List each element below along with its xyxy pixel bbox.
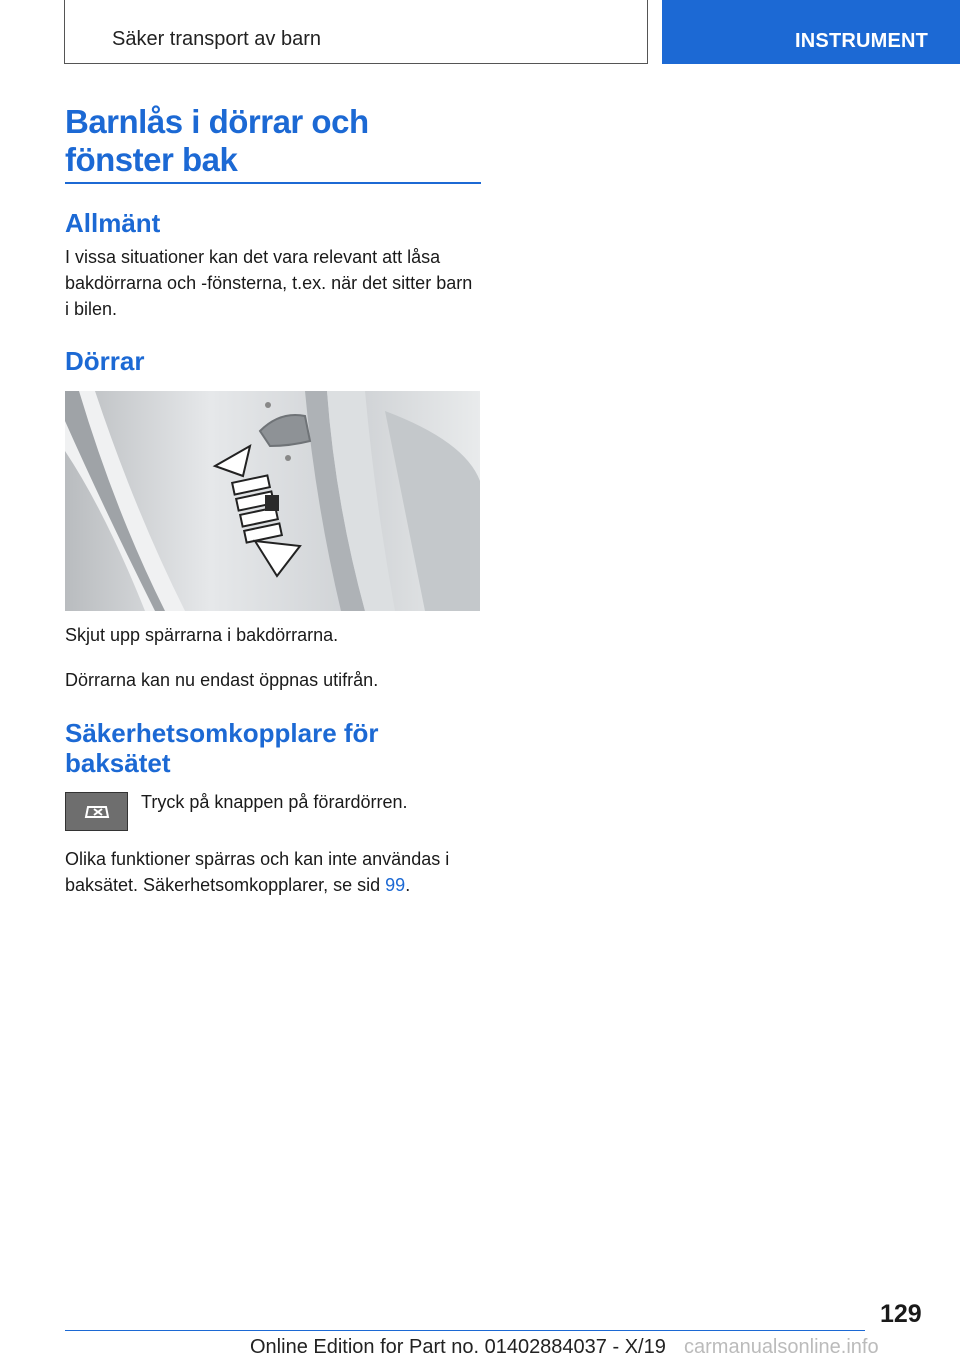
heading-sakerhetsomkopplare: Säkerhetsomkopplare för baksätet: [65, 718, 379, 778]
paragraph-end: .: [405, 875, 411, 895]
page-number: 129: [880, 1300, 922, 1328]
paragraph-dorrar-2: Dörrarna kan nu endast öppnas utifrån.: [65, 670, 379, 690]
header-frame: [64, 0, 648, 64]
window-lock-icon: [65, 792, 128, 831]
page-reference-link[interactable]: 99: [385, 875, 406, 895]
footer-watermark: carmanualsonline.info: [684, 1336, 879, 1358]
door-child-lock-illustration: [65, 391, 480, 611]
footer-divider: [65, 1330, 865, 1331]
footer-edition: Online Edition for Part no. 01402884037 - X/19: [250, 1336, 666, 1358]
chapter-tab[interactable]: INSTRUMENT: [662, 0, 960, 64]
paragraph-sakerhetsomkopplare: [65, 846, 481, 898]
paragraph-dorrar-1: Skjut upp spärrarna i bakdörrarna.: [65, 625, 339, 645]
section-title: Säker transport av barn: [112, 28, 321, 50]
paragraph-text: Olika funktioner spärras och kan inte användas i baksätet. Säkerhetsomkopplarer, se sid: [65, 849, 450, 895]
title-divider: [65, 182, 481, 184]
page-title: Barnlås i dörrar och fönster bak: [65, 103, 369, 178]
icon-instruction: Tryck på knappen på förardörren.: [141, 792, 408, 812]
heading-dorrar: Dörrar: [65, 346, 145, 376]
paragraph-allmant: I vissa situationer kan det vara relevant att låsa bakdörrarna och -fönsterna, t.ex. när det sitter barn i bilen.: [65, 247, 473, 319]
heading-allmant: Allmänt: [65, 208, 161, 238]
